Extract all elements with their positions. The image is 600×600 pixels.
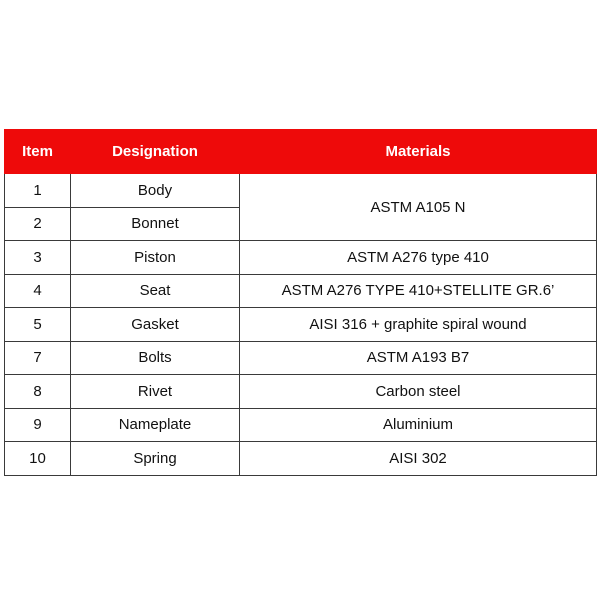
table-row (5, 442, 597, 476)
item-cell: 9 (5, 408, 71, 442)
designation-cell: Piston (71, 241, 240, 275)
designation-cell: Nameplate (71, 408, 240, 442)
table-row (5, 174, 597, 208)
table-body (5, 174, 597, 476)
table-row (5, 274, 597, 308)
table-row (5, 341, 597, 375)
designation-cell: Body (71, 174, 240, 208)
item-cell: 3 (5, 241, 71, 275)
designation-cell: Spring (71, 442, 240, 476)
designation-cell: Gasket (71, 308, 240, 342)
item-cell: 2 (5, 207, 71, 241)
material-cell: ASTM A193 B7 (240, 341, 597, 375)
material-cell: AISI 302 (240, 442, 597, 476)
header-materials: Materials (240, 130, 597, 174)
table-row (5, 308, 597, 342)
designation-cell: Seat (71, 274, 240, 308)
material-cell: AISI 316 + graphite spiral wound (240, 308, 597, 342)
table-row (5, 375, 597, 409)
designation-cell: Rivet (71, 375, 240, 409)
material-cell: Aluminium (240, 408, 597, 442)
item-cell: 7 (5, 341, 71, 375)
material-cell: ASTM A276 type 410 (240, 241, 597, 275)
designation-cell: Bonnet (71, 207, 240, 241)
material-cell: ASTM A105 N (240, 174, 597, 241)
header-item: Item (5, 130, 71, 174)
item-cell: 4 (5, 274, 71, 308)
table-header (5, 130, 597, 174)
item-cell: 10 (5, 442, 71, 476)
table-row (5, 241, 597, 275)
item-cell: 5 (5, 308, 71, 342)
material-cell: Carbon steel (240, 375, 597, 409)
designation-cell: Bolts (71, 341, 240, 375)
header-row (5, 130, 597, 174)
item-cell: 8 (5, 375, 71, 409)
materials-table (4, 129, 597, 476)
item-cell: 1 (5, 174, 71, 208)
header-designation: Designation (71, 130, 240, 174)
table-row (5, 408, 597, 442)
material-cell: ASTM A276 TYPE 410+STELLITE GR.6’ (240, 274, 597, 308)
